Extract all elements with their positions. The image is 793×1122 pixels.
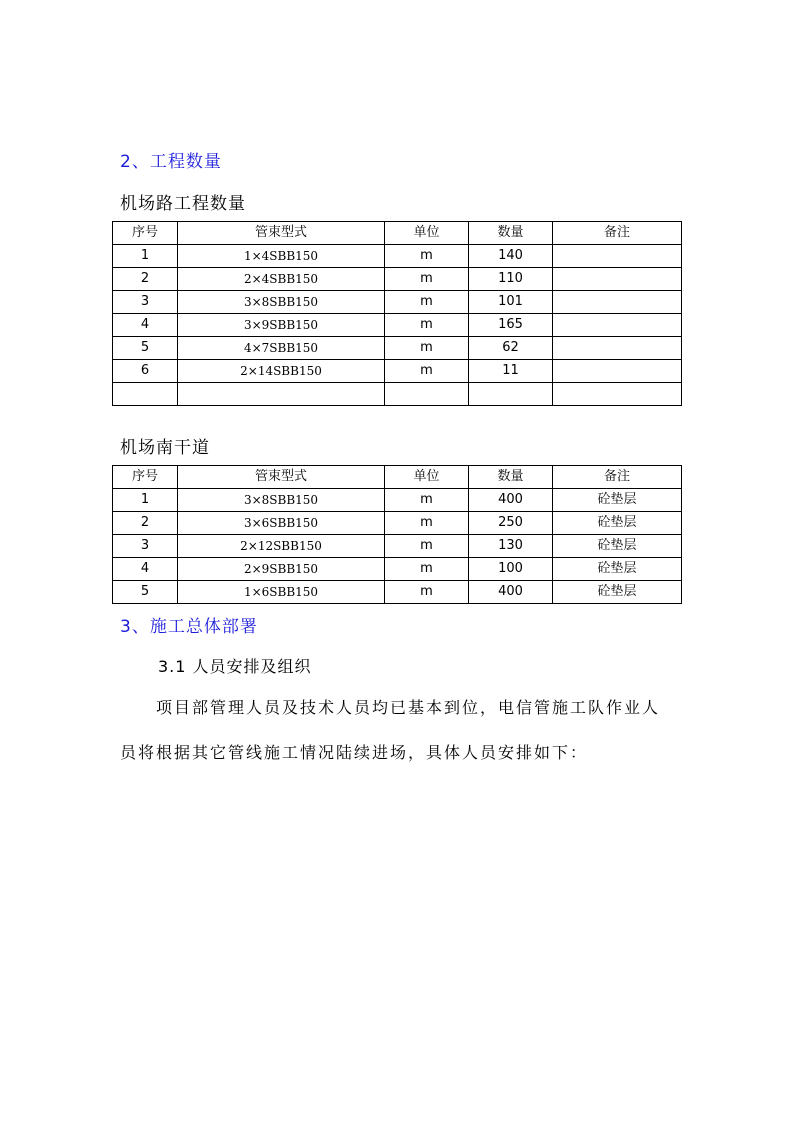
paragraph-line-1: 项目部管理人员及技术人员均已基本到位，电信管施工队作业人 [156, 698, 661, 717]
table-cell [113, 383, 178, 406]
subsection-heading-staffing: 3.1 人员安排及组织 [158, 657, 312, 676]
table-cell: 1 [113, 245, 178, 268]
table-row [113, 535, 682, 558]
header-cell: 管束型式 [178, 222, 385, 245]
table-cell: m [385, 360, 469, 383]
table-row [113, 489, 682, 512]
table-cell: 1 [113, 489, 178, 512]
table-cell: 2×4SBB150 [178, 268, 385, 291]
table-cell: 165 [469, 314, 553, 337]
table-cell: 3×8SBB150 [178, 291, 385, 314]
table-header-row [113, 222, 682, 245]
table-cell: 400 [469, 581, 553, 604]
table-cell: 3×8SBB150 [178, 489, 385, 512]
quantities-table-south-trunk-road [112, 465, 682, 604]
table-cell: 5 [113, 337, 178, 360]
table-cell [553, 360, 682, 383]
table-cell: m [385, 268, 469, 291]
table-cell: 11 [469, 360, 553, 383]
table-cell: 2×9SBB150 [178, 558, 385, 581]
table-row [113, 581, 682, 604]
table-header-row [113, 466, 682, 489]
table2-title: 机场南干道 [120, 438, 210, 458]
table-cell: m [385, 314, 469, 337]
table-cell: m [385, 581, 469, 604]
table-row [113, 558, 682, 581]
table-cell: 400 [469, 489, 553, 512]
table-cell [553, 314, 682, 337]
table-cell [553, 291, 682, 314]
header-cell: 数量 [469, 222, 553, 245]
table-row-empty [113, 383, 682, 406]
header-cell: 备注 [553, 466, 682, 489]
quantities-table-airport-road [112, 221, 682, 406]
section-heading-quantities: 2、工程数量 [120, 152, 222, 172]
header-cell: 序号 [113, 466, 178, 489]
header-cell: 数量 [469, 466, 553, 489]
table-cell [553, 337, 682, 360]
table-cell: 250 [469, 512, 553, 535]
table-row [113, 512, 682, 535]
table-cell: 62 [469, 337, 553, 360]
table-cell: 140 [469, 245, 553, 268]
table-row [113, 291, 682, 314]
table-cell: 砼垫层 [553, 489, 682, 512]
table-cell [469, 383, 553, 406]
table-cell: 3×6SBB150 [178, 512, 385, 535]
table-row [113, 314, 682, 337]
table-cell: m [385, 535, 469, 558]
table-cell: 2 [113, 268, 178, 291]
table-cell: 130 [469, 535, 553, 558]
table-cell [553, 245, 682, 268]
table-row [113, 268, 682, 291]
table-row [113, 245, 682, 268]
table-cell: 1×6SBB150 [178, 581, 385, 604]
paragraph-line-2: 员将根据其它管线施工情况陆续进场，具体人员安排如下： [120, 743, 589, 762]
table-cell [553, 268, 682, 291]
table-cell: m [385, 512, 469, 535]
table-cell [385, 383, 469, 406]
table-row [113, 337, 682, 360]
table-cell: 3 [113, 291, 178, 314]
table-cell: 6 [113, 360, 178, 383]
table-cell: 1×4SBB150 [178, 245, 385, 268]
table-cell: 砼垫层 [553, 535, 682, 558]
table-cell [553, 383, 682, 406]
table1-title: 机场路工程数量 [120, 194, 246, 214]
header-cell: 管束型式 [178, 466, 385, 489]
header-cell: 备注 [553, 222, 682, 245]
table-cell: 4 [113, 314, 178, 337]
section-heading-deployment: 3、施工总体部署 [120, 617, 258, 637]
table-cell: 砼垫层 [553, 512, 682, 535]
table-cell: 4×7SBB150 [178, 337, 385, 360]
table-cell: 砼垫层 [553, 558, 682, 581]
header-cell: 单位 [385, 466, 469, 489]
table-cell: 5 [113, 581, 178, 604]
table-cell: 砼垫层 [553, 581, 682, 604]
table-cell: 3×9SBB150 [178, 314, 385, 337]
table-cell: m [385, 337, 469, 360]
table-cell: m [385, 489, 469, 512]
table-cell: 101 [469, 291, 553, 314]
header-cell: 序号 [113, 222, 178, 245]
table-cell: 3 [113, 535, 178, 558]
table-cell [178, 383, 385, 406]
table-cell: 2×14SBB150 [178, 360, 385, 383]
table-cell: 100 [469, 558, 553, 581]
table-cell: m [385, 291, 469, 314]
table-cell: m [385, 245, 469, 268]
table-cell: 110 [469, 268, 553, 291]
header-cell: 单位 [385, 222, 469, 245]
table-cell: m [385, 558, 469, 581]
table-cell: 2×12SBB150 [178, 535, 385, 558]
table-cell: 2 [113, 512, 178, 535]
table-row [113, 360, 682, 383]
table-cell: 4 [113, 558, 178, 581]
